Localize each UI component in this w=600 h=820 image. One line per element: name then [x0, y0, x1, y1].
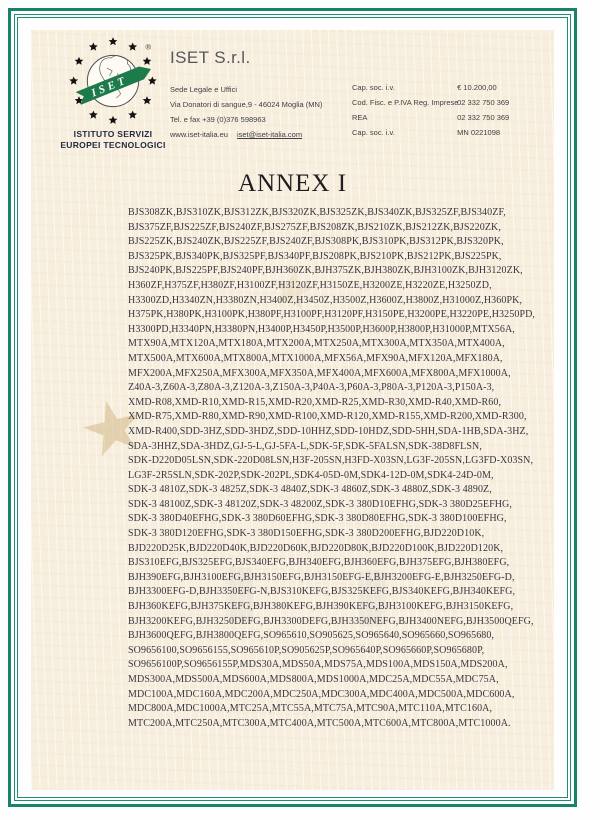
- body-line: BJS225ZK,BJS240ZK,BJS225ZF,BJS240ZF,BJS308PK,BJS310PK,BJS312PK,BJS320PK,: [128, 236, 504, 248]
- body-line: BJS375ZF,BJS225ZF,BJS240ZF,BJS275ZF,BJS208ZK,BJS210ZK,BJS212ZK,BJS220ZK,: [128, 221, 501, 233]
- annex-title: ANNEX I: [237, 170, 348, 197]
- registry-row: [352, 95, 509, 110]
- body-line: SDA-3HHZ,SDA-3HDZ,GJ-5-L,GJ-5FA-L,SDK-5F,SDK-5FALSN,SDK-38D8FLSN,: [128, 440, 482, 452]
- address-line: Sede Legale e Uffici: [170, 85, 237, 94]
- registry-block: [352, 80, 509, 140]
- body-line: BJH3200KEFG,BJH3250DEFG,BJH3300DEFG,BJH3350NEFG,BJH3400NEFG,BJH3500QEFG,: [128, 615, 534, 627]
- body-line: H375PK,H380PK,H3100PK,H380PF,H3100PF,H3120PF,H3150PE,H3200PE,H3220PE,H3250PD,: [128, 309, 536, 321]
- email-link[interactable]: iset@iset-italia.com: [236, 130, 303, 139]
- body-line: MFX200A,MFX250A,MFX300A,MFX350A,MFX400A,MFX600A,MFX800A,MFX1000A,: [128, 367, 511, 379]
- logo-caption-line2: EUROPEI TECNOLOGICI: [60, 139, 166, 150]
- body-line: H360ZF,H375ZF,H380ZF,H3100ZF,H3120ZF,H3150ZE,H3200ZE,H3220ZE,H3250ZD,: [128, 279, 492, 291]
- registry-label: Cap. soc. i.v.: [352, 83, 395, 92]
- company-name: ISET S.r.l.: [170, 48, 251, 67]
- body-line: XMD-R75,XMD-R80,XMD-R90,XMD-R100,XMD-R120,XMD-R155,XMD-R200,XMD-R300,: [128, 411, 527, 423]
- logo-caption: [47, 129, 179, 150]
- body-line: SDK-3 380D120EFHG,SDK-3 380D150EFHG,SDK-3 380D200EFHG,BJD220D10K,: [128, 528, 485, 540]
- body-line: MTX90A,MTX120A,MTX180A,MTX200A,MTX250A,MTX300A,MTX350A,MTX400A,: [128, 338, 505, 350]
- registry-row: [352, 125, 509, 140]
- iset-globe-logo-icon: [66, 34, 160, 128]
- document-page: [31, 30, 554, 790]
- body-line: SO9656100,SO9656155,SO965610P,SO905625P,SO965640P,SO965660P,SO965680P,: [128, 644, 485, 656]
- registry-row: [352, 110, 509, 125]
- registry-label: REA: [352, 113, 368, 122]
- website-text: www.iset-italia.eu: [170, 130, 228, 139]
- registry-row: [352, 80, 509, 95]
- body-line: MDS300A,MDS500A,MDS600A,MDS800A,MDS1000A,MDC25A,MDC55A,MDC75A,: [128, 674, 499, 685]
- body-line: SDK-D220D05LSN,SDK-220D08LSN,H3F-205SN,H3FD-X03SN,LG3F-205SN,LG3FD-X03SN,: [128, 455, 534, 467]
- registry-value: € 10.200,00: [457, 83, 497, 92]
- logo-caption-line1: ISTITUTO SERVIZI: [73, 129, 153, 139]
- body-line: BJS240PK,BJS225PF,BJS240PF,BJH360ZK,BJH375ZK,BJH380ZK,BJH3100ZK,BJH3120ZK,: [128, 265, 523, 277]
- registry-label: Cap. soc. i.v.: [352, 128, 395, 137]
- company-logo: [47, 34, 179, 150]
- address-block: [170, 82, 322, 142]
- body-line: SDK-3 380D40EFHG,SDK-3 380D60EFHG,SDK-3 380D80EFHG,SDK-3 380D100EFHG,: [128, 513, 507, 525]
- web-line: [170, 127, 322, 142]
- body-line: SDK-3 4810Z,SDK-3 4825Z,SDK-3 4840Z,SDK-3 4860Z,SDK-3 4880Z,SDK-3 4890Z,: [128, 484, 492, 496]
- body-line: MDC800A,MDC1000A,MTC25A,MTC55A,MTC75A,MTC90A,MTC110A,MTC160A,: [128, 703, 493, 715]
- address-line: Via Donatori di sangue,9 - 46024 Moglia (MN): [170, 100, 323, 109]
- body-line: XMD-R08,XMD-R10,XMD-R15,XMD-R20,XMD-R25,XMD-R30,XMD-R40,XMD-R60,: [128, 396, 502, 408]
- body-line: BJS310EFG,BJS325EFG,BJS340EFG,BJH340EFG,BJH360EFG,BJH375EFG,BJH380EFG,: [128, 557, 510, 569]
- body-line: SO9656100P,SO9656155P,MDS30A,MDS50A,MDS75A,MDS100A,MDS150A,MDS200A,: [128, 659, 508, 671]
- registry-value: MN 0221098: [457, 128, 501, 137]
- body-line: H3300PD,H3340PN,H3380PN,H3400P,H3450P,H3500P,H3600P,H3800P,H31000P,MTX56A,: [128, 323, 515, 335]
- body-line: Z40A-3,Z60A-3,Z80A-3,Z120A-3,Z150A-3,P40A-3,P60A-3,P80A-3,P120A-3,P150A-3,: [128, 382, 495, 394]
- registry-value: 02 332 750 369: [457, 113, 510, 122]
- body-line: MTC200A,MTC250A,MTC300A,MTC400A,MTC500A,MTC600A,MTC800A,MTC1000A.: [128, 717, 511, 729]
- product-code-list: [128, 206, 535, 731]
- body-line: LG3F-2R5SLN,SDK-202P,SDK-202PL,SDK4-05D-0M,SDK4-12D-0M,SDK4-24D-0M,: [128, 469, 494, 481]
- body-line: XMD-R400,SDD-3HZ,SDD-3HDZ,SDD-10HHZ,SDD-10HDZ,SDD-5HH,SDA-1HB,SDA-3HZ,: [128, 425, 529, 437]
- body-line: MTX500A,MTX600A,MTX800A,MTX1000A,MFX56A,MFX90A,MFX120A,MFX180A,: [128, 352, 503, 364]
- registry-value: 02 332 750 369: [457, 98, 510, 107]
- body-line: BJH390EFG,BJH3100EFG,BJH3150EFG,BJH3150EFG-E,BJH3200EFG-E,BJH3250EFG-D,: [128, 571, 515, 583]
- body-line: BJH3300EFG-D,BJH3350EFG-N,BJS310KEFG,BJS325KEFG,BJS340KEFG,BJH340KEFG,: [128, 586, 516, 598]
- body-line: SDK-3 48100Z,SDK-3 48120Z,SDK-3 48200Z,SDK-3 380D10EFHG,SDK-3 380D25EFHG,: [128, 498, 512, 510]
- body-line: BJH360KEFG,BJH375KEFG,BJH380KEFG,BJH390KEFG,BJH3100KEFG,BJH3150KEFG,: [128, 601, 514, 613]
- body-line: BJS325PK,BJS340PK,BJS325PF,BJS340PF,BJS208PK,BJS210PK,BJS212PK,BJS225PK,: [128, 250, 502, 262]
- body-line: BJH3600QEFG,BJH3800QEFG,SO965610,SO905625,SO965640,SO965660,SO965680,: [128, 630, 495, 642]
- registry-label: Cod. Fisc. e P.IVA Reg. Imprese: [352, 98, 459, 107]
- logo-banner-text: ISET: [89, 73, 130, 100]
- registered-trademark-symbol: ®: [145, 42, 152, 52]
- body-line: MDC100A,MDC160A,MDC200A,MDC250A,MDC300A,MDC400A,MDC500A,MDC600A,: [128, 688, 515, 700]
- body-line: BJD220D25K,BJD220D40K,BJD220D60K,BJD220D80K,BJD220D100K,BJD220D120K,: [128, 542, 504, 554]
- body-line: H3300ZD,H3340ZN,H3380ZN,H3400Z,H3450Z,H3500Z,H3600Z,H3800Z,H31000Z,H360PK,: [128, 294, 523, 306]
- phone-line: Tel. e fax +39 (0)376 598963: [170, 115, 266, 124]
- body-line: BJS308ZK,BJS310ZK,BJS312ZK,BJS320ZK,BJS325ZK,BJS340ZK,BJS325ZF,BJS340ZF,: [128, 207, 506, 218]
